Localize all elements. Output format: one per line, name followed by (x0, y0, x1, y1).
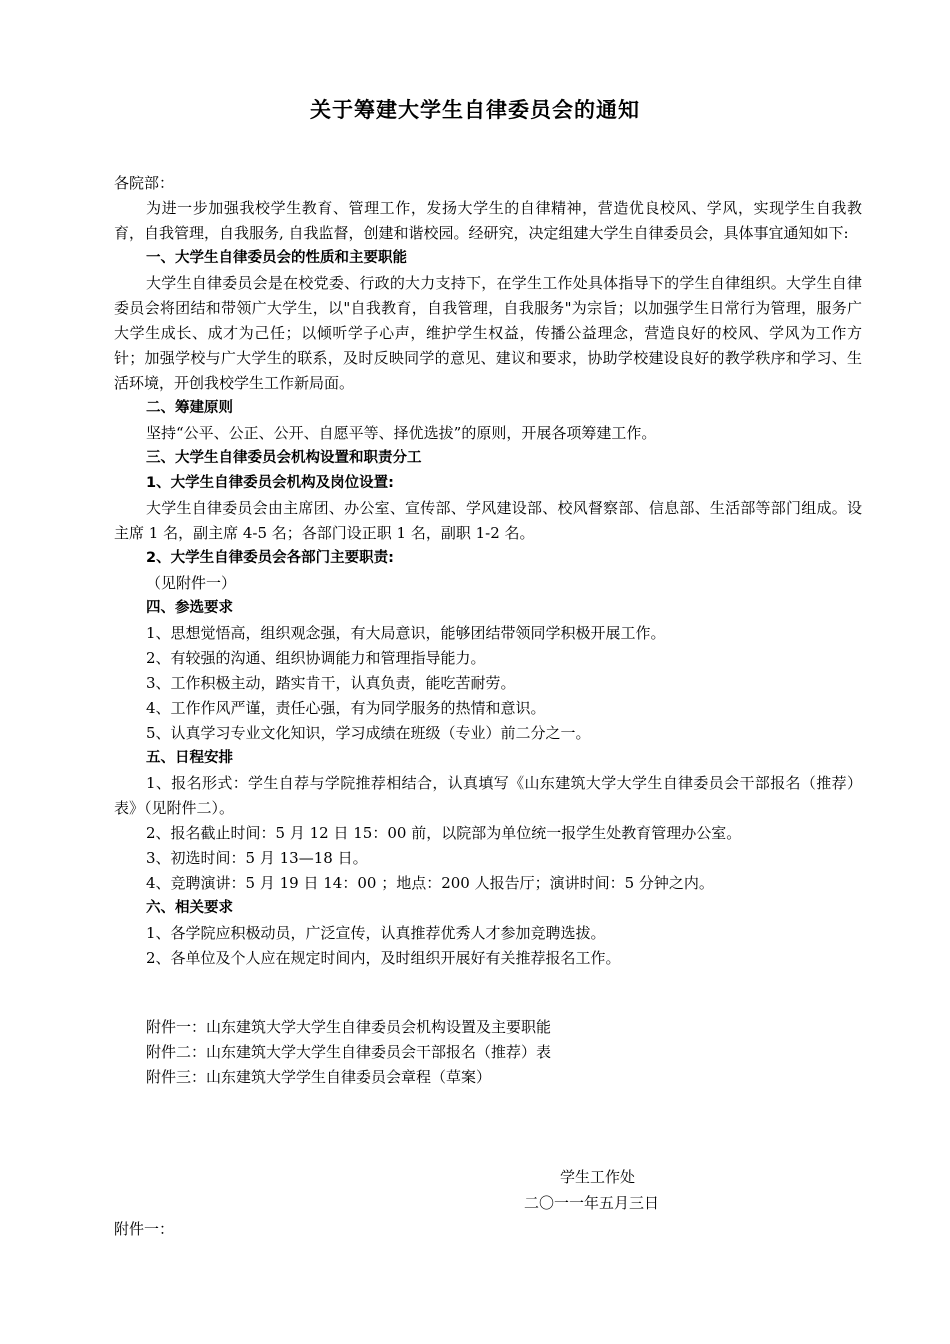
section-3-heading: 三、大学生自律委员会机构设置和职责分工 (146, 450, 422, 466)
list-item: 1、各学院应积极动员，广泛宣传，认真推荐优秀人才参加竞聘选拔。 (146, 924, 606, 942)
section-5-heading: 五、日程安排 (146, 750, 233, 766)
list-item: 2、各单位及个人应在规定时间内，及时组织开展好有关推荐报名工作。 (146, 949, 621, 967)
attachments-list (146, 1015, 551, 1090)
page-title: 关于筹建大学生自律委员会的通知 (310, 98, 640, 122)
attachment-item: 附件三：山东建筑大学学生自律委员会章程（草案） (146, 1068, 492, 1086)
list-item: 3、工作积极主动，踏实肯干，认真负责，能吃苦耐劳。 (146, 674, 516, 692)
list-item: 1、思想觉悟高，组织观念强，有大局意识，能够团结带领同学积极开展工作。 (146, 624, 666, 642)
list-item: 3、初选时间：5 月 13—18 日。 (146, 849, 368, 867)
signature-org: 学生工作处 (560, 1168, 636, 1186)
document-body (114, 171, 862, 971)
signature-date: 二〇一一年五月三日 (524, 1194, 660, 1212)
list-item: 4、工作作风严谨，责任心强，有为同学服务的热情和意识。 (146, 699, 546, 717)
list-item: 2、有较强的沟通、组织协调能力和管理指导能力。 (146, 649, 486, 667)
section-3-sub-2-body: （见附件一） (146, 574, 237, 592)
intro-paragraph: 为进一步加强我校学生教育、管理工作，发扬大学生的自律精神，营造优良校风、学风，实现学生自我教育，自我管理，自我服务, 自我监督，创建和谐校园。经研究，决定组建大学生自律委员会，具体事宜通知如下: (114, 199, 862, 242)
section-1-body: 大学生自律委员会是在校党委、行政的大力支持下，在学生工作处具体指导下的学生自律组织。大学生自律委员会将团结和带领广大学生，以"自我教育，自我管理，自我服务"为宗旨；以加强学生日常行为管理，服务广大学生成长、成才为己任；以倾听学子心声，维护学生权益，传播公益理念，营造良好的校风、学风为工作方针；加强学校与广大学生的联系，及时反映同学的意见、建议和要求，协助学校建设良好的教学秩序和学习、生活环境，开创我校学生工作新局面。 (114, 274, 862, 392)
salutation: 各院部： (114, 174, 175, 192)
section-1-heading: 一、大学生自律委员会的性质和主要职能 (146, 250, 407, 266)
list-item: 1、报名形式：学生自荐与学院推荐相结合，认真填写《山东建筑大学大学生自律委员会干部报名（推荐）表》（见附件二）。 (114, 774, 862, 817)
list-item: 2、报名截止时间：5 月 12 日 15：00 前，以院部为单位统一报学生处教育管理办公室。 (146, 824, 742, 842)
list-item: 5、认真学习专业文化知识，学习成绩在班级（专业）前二分之一。 (146, 724, 591, 742)
section-6-heading: 六、相关要求 (146, 900, 233, 916)
section-3-sub-1-body: 大学生自律委员会由主席团、办公室、宣传部、学风建设部、校风督察部、信息部、生活部等部门组成。设主席 1 名，副主席 4-5 名；各部门设正职 1 名，副职 1-2 名。 (114, 499, 862, 542)
section-3-subheading-2: 2、大学生自律委员会各部门主要职责: (146, 550, 394, 566)
list-item: 4、竞聘演讲：5 月 19 日 14：00 ；地点：200 人报告厅；演讲时间：5 分钟之内。 (146, 874, 714, 892)
attachment-item: 附件二：山东建筑大学大学生自律委员会干部报名（推荐）表 (146, 1043, 552, 1061)
attachment-item: 附件一：山东建筑大学大学生自律委员会机构设置及主要职能 (146, 1018, 552, 1036)
section-2-body: 坚持“公平、公正、公开、自愿平等、择优选拔”的原则，开展各项筹建工作。 (146, 424, 657, 442)
section-3-subheading-1: 1、大学生自律委员会机构及岗位设置: (146, 475, 394, 491)
section-4-heading: 四、参选要求 (146, 600, 233, 616)
section-2-heading: 二、筹建原则 (146, 400, 233, 416)
footer-attachment-label: 附件一： (114, 1220, 175, 1238)
